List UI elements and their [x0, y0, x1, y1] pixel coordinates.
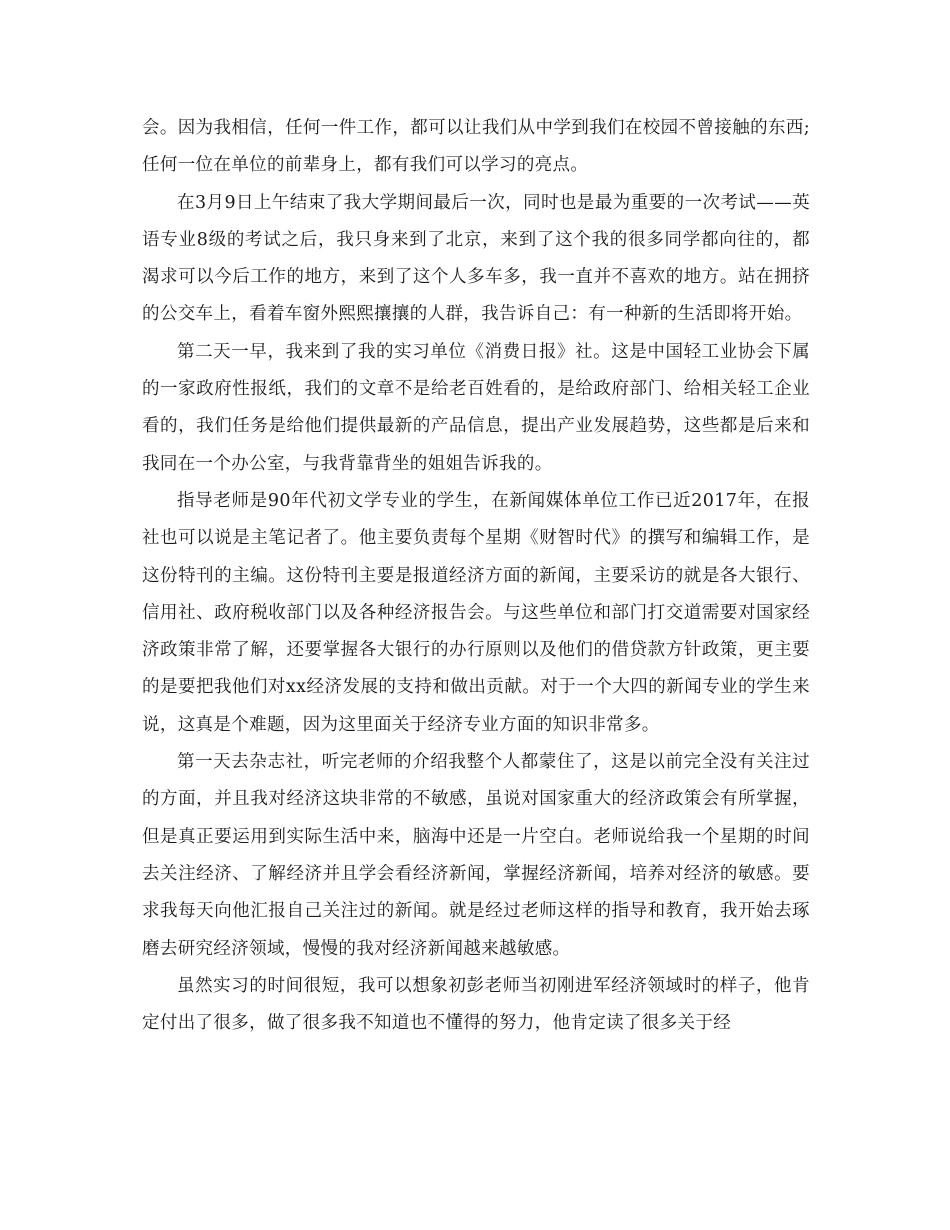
- paragraph-reflection: 虽然实习的时间很短，我可以想象初彭老师当初刚进军经济领域时的样子，他肯定付出了很多，做了很多我不知道也不懂得的努力，他肯定读了很多关于经: [142, 975, 810, 1034]
- paragraph-supervisor: 指导老师是90年代初文学专业的学生，在新闻媒体单位工作已近2017年，在报社也可以说是主笔记者了。他主要负责每个星期《财智时代》的撰写和编辑工作，是这份特刊的主编。这份特刊主要是报道经济方面的新闻，主要采访的就是各大银行、信用社、政府税收部门以及各种经济报告会。与这些单位和部门打交道需要对国家经济政策非常了解，还要掌握各大银行的办行原则以及他们的借贷款方针政策，更主要的是要把我他们对xx经济发展的支持和做出贡献。对于一个大四的新闻专业的学生来说，这真是个难题，因为这里面关于经济专业方面的知识非常多。: [142, 490, 810, 735]
- paragraph-internship-unit: 第二天一早，我来到了我的实习单位《消费日报》社。这是中国轻工业协会下属的一家政府性报纸，我们的文章不是给老百姓看的，是给政府部门、给相关轻工企业看的，我们任务是给他们提供最新的产品信息，提出产业发展趋势，这些都是后来和我同在一个办公室，与我背靠背坐的姐姐告诉我的。: [142, 341, 810, 474]
- paragraph-first-day: 第一天去杂志社，听完老师的介绍我整个人都蒙住了，这是以前完全没有关注过的方面，并且我对经济这块非常的不敏感，虽说对国家重大的经济政策会有所掌握，但是真正要运用到实际生活中来，脑海中还是一片空白。老师说给我一个星期的时间去关注经济、了解经济并且学会看经济新闻，掌握经济新闻，培养对经济的敏感。要求我每天向他汇报自己关注过的新闻。就是经过老师这样的指导和教育，我开始去琢磨去研究经济领域，慢慢的我对经济新闻越来越敏感。: [142, 752, 810, 959]
- paragraph-arrival-beijing: 在3月9日上午结束了我大学期间最后一次，同时也是最为重要的一次考试——英语专业8级的考试之后，我只身来到了北京，来到了这个我的很多同学都向往的，都渴求可以今后工作的地方，来到了这个人多车多，我一直并不喜欢的地方。站在拥挤的公交车上，看着车窗外熙熙攘攘的人群，我告诉自己：有一种新的生活即将开始。: [142, 192, 810, 325]
- document-body: [142, 110, 810, 1042]
- paragraph-continuation: 会。因为我相信，任何一件工作，都可以让我们从中学到我们在校园不曾接触的东西;任何一位在单位的前辈身上，都有我们可以学习的亮点。: [142, 118, 810, 176]
